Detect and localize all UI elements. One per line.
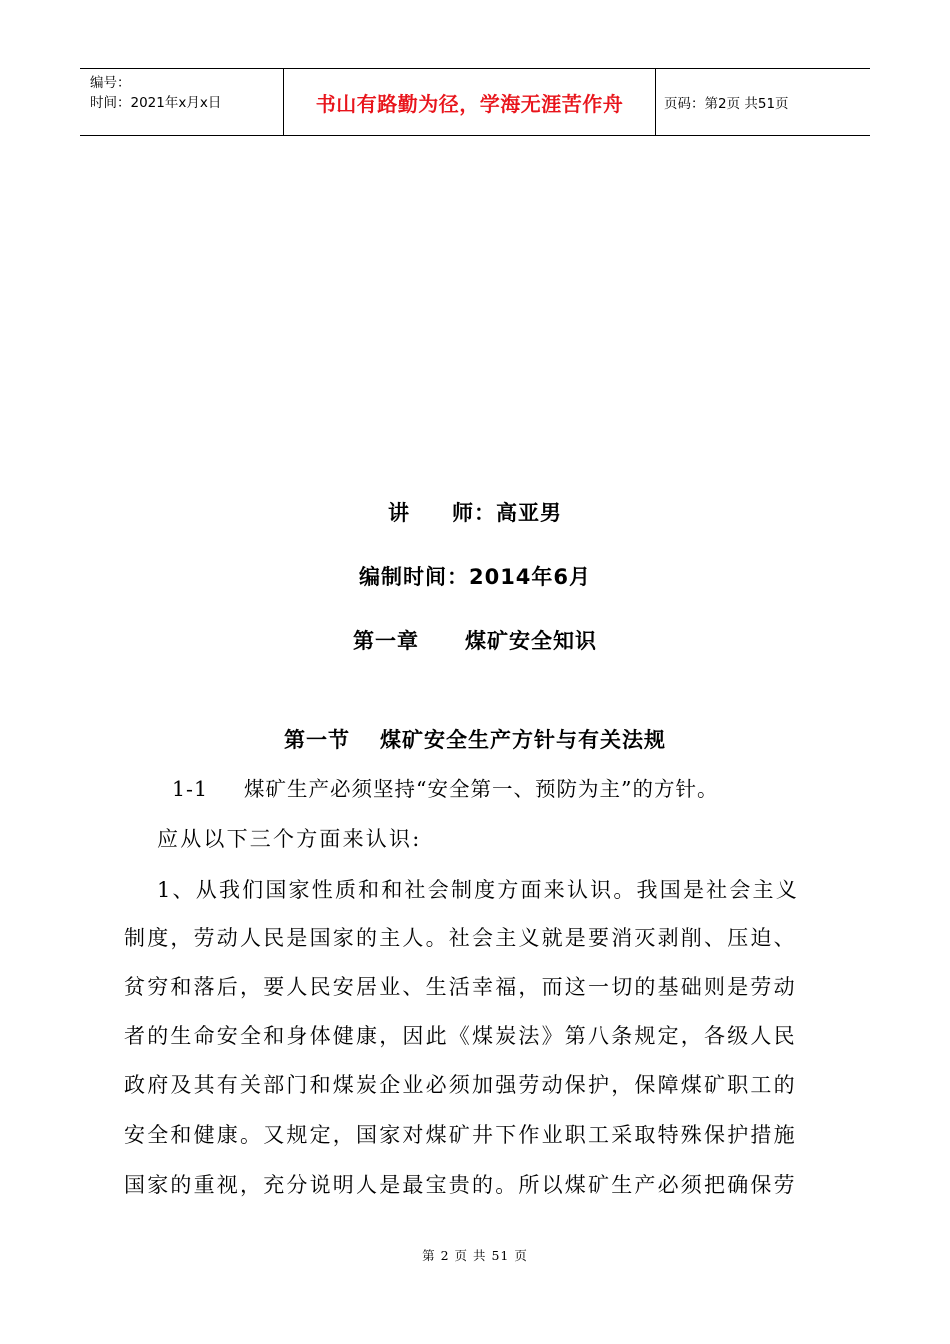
chapter-heading — [0, 625, 950, 655]
lecturer-line — [0, 497, 950, 527]
chapter-number: 第一章 — [353, 629, 419, 653]
document-number-label: 编号： — [90, 75, 131, 91]
header-meta — [80, 69, 283, 135]
section-number: 第一节 — [284, 728, 350, 752]
page-header — [80, 68, 870, 136]
compiled-time: 编制时间：2014年6月 — [358, 565, 592, 589]
lecturer-label: 讲 — [388, 501, 410, 525]
body-line: 应从以下三个方面来认识: — [157, 827, 422, 851]
body-line: 国家的重视，充分说明人是最宝贵的。所以煤矿生产必须把确保劳 — [124, 1173, 797, 1197]
chapter-title: 煤矿安全知识 — [465, 629, 597, 653]
header-page-info: 页码：第2页 共51页 — [664, 96, 789, 112]
item-text: 煤矿生产必须坚持“安全第一、预防为主”的方针。 — [244, 777, 719, 801]
body-line: 者的生命安全和身体健康，因此《煤炭法》第八条规定，各级人民 — [124, 1024, 797, 1048]
body-line: 贫穷和落后，要人民安居业、生活幸福，而这一切的基础则是劳动 — [124, 975, 797, 999]
body-line: 1、从我们国家性质和和社会制度方面来认识。我国是社会主义 — [157, 878, 799, 902]
item-number: 1-1 — [172, 777, 209, 801]
body-line: 安全和健康。又规定，国家对煤矿井下作业职工采取特殊保护措施 — [124, 1123, 797, 1147]
document-time-label: 时间：2021年x月x日 — [90, 95, 222, 111]
body-line: 政府及其有关部门和煤炭企业必须加强劳动保护，保障煤矿职工的 — [124, 1073, 797, 1097]
lecturer-name: 师：高亚男 — [452, 501, 562, 525]
section-title: 煤矿安全生产方针与有关法规 — [380, 728, 666, 752]
section-heading — [0, 724, 950, 754]
body-line: 制度，劳动人民是国家的主人。社会主义就是要消灭剥削、压迫、 — [124, 926, 797, 950]
item-1-1 — [172, 772, 718, 802]
header-motto: 书山有路勤为径，学海无涯苦作舟 — [283, 69, 656, 135]
page-footer: 第 2 页 共 51 页 — [422, 1248, 528, 1263]
